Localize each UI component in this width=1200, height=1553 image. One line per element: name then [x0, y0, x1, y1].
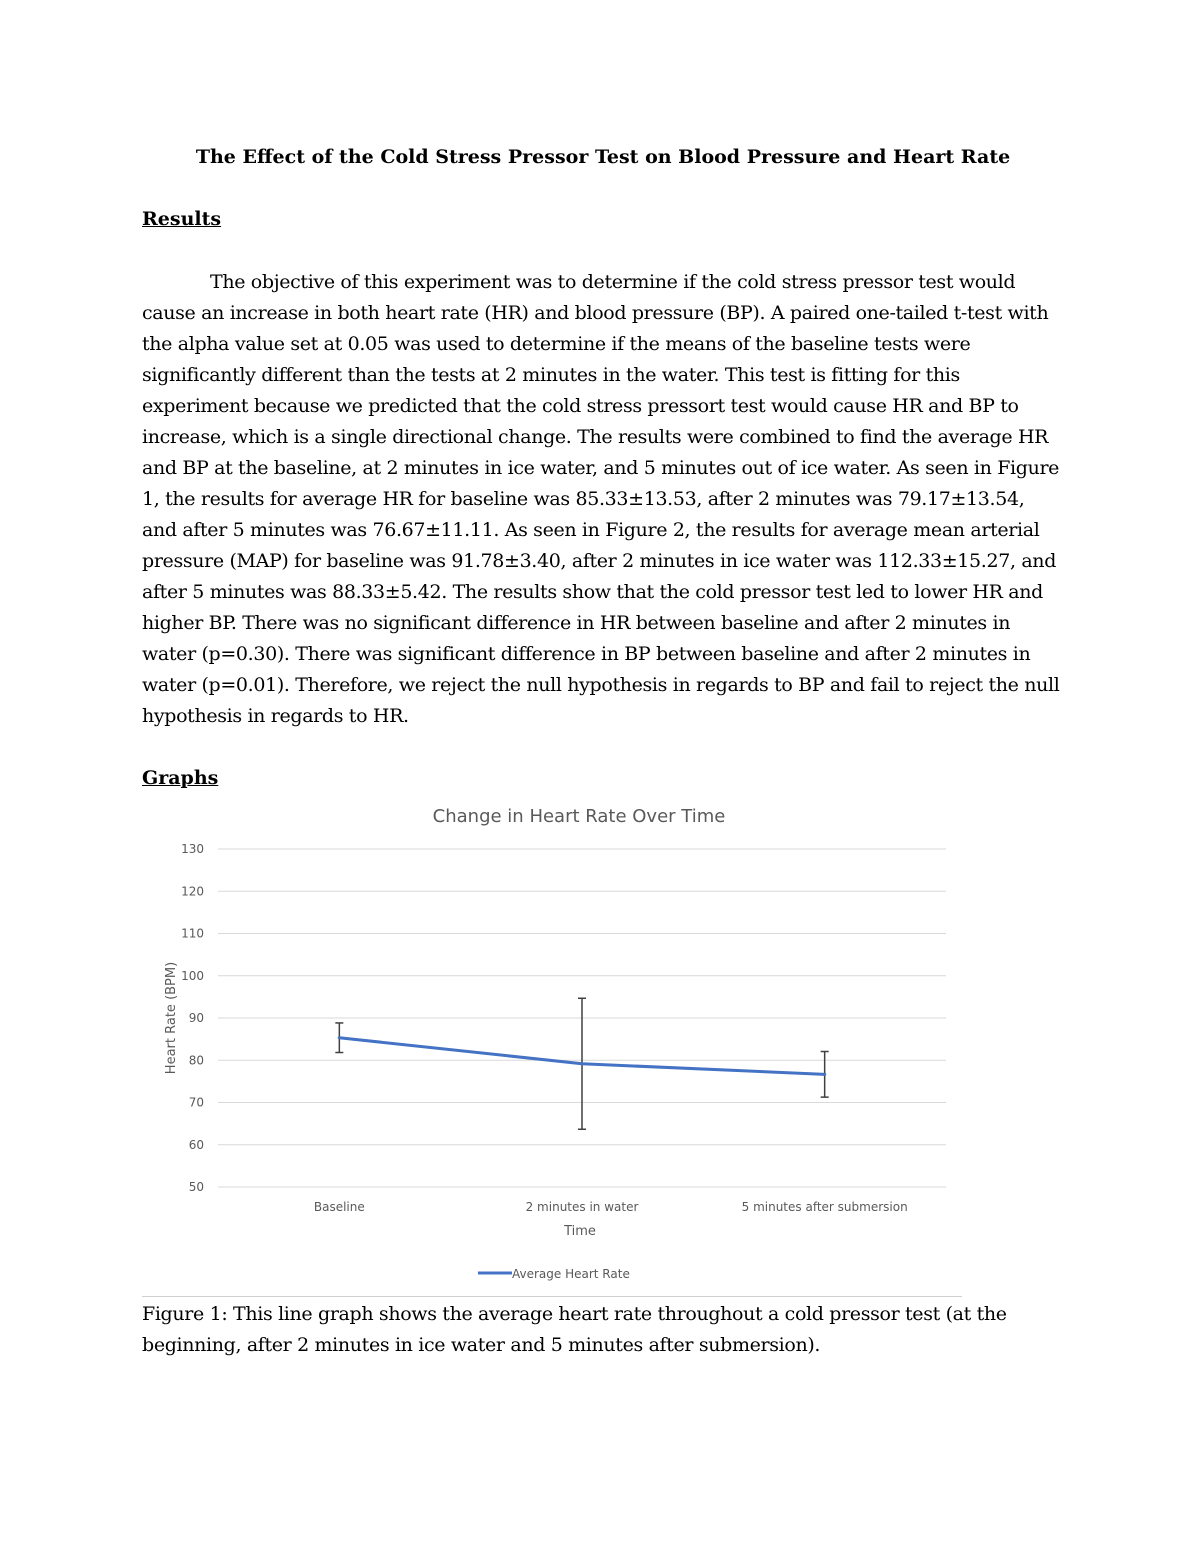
- y-tick-label: 90: [188, 1011, 204, 1025]
- data-point: [823, 1073, 826, 1076]
- legend-label-average-heart-rate: Average Heart Rate: [512, 1267, 630, 1281]
- y-tick-label: 60: [188, 1137, 204, 1152]
- x-tick-label: Baseline: [313, 1200, 365, 1214]
- heart-rate-chart: [142, 796, 962, 1296]
- y-tick-label: 130: [181, 842, 204, 856]
- graphs-heading: Graphs: [142, 767, 219, 789]
- results-heading: Results: [142, 208, 222, 230]
- y-tick-label: 110: [181, 926, 204, 941]
- y-tick-label: 50: [188, 1180, 204, 1194]
- data-point: [581, 1062, 584, 1065]
- results-paragraph: The objective of this experiment was to determine if the cold stress pressor test would cause an increase in both heart rate (HR) and blood pressure (BP). A paired one-tailed t-test with the alpha value set at 0.05 was used to determine if the means of the baseline tests were significantly different than the tests at 2 minutes in the water. This test is fitting for this experiment because we predicted that the cold stress pressort test would cause HR and BP to increase, which is a single directional change. The results were combined to find the average HR and BP at the baseline, at 2 minutes in ice water, and 5 minutes out of ice water. As seen in Figure 1, the results for average HR for baseline was 85.33±13.53, after 2 minutes was 79.17±13.54, and after 5 minutes was 76.67±11.11. As seen in Figure 2, the results for average mean arterial pressure (MAP) for baseline was 91.78±3.40, after 2 minutes in ice water was 112.33±15.27, and after 5 minutes was 88.33±5.42. The results show that the cold pressor test led to lower HR and higher BP. There was no significant difference in HR between baseline and after 2 minutes in water (p=0.30). There was significant difference in BP between baseline and after 2 minutes in water (p=0.01). Therefore, we reject the null hypothesis in regards to BP and fail to reject the null hypothesis in regards to HR.: [142, 271, 1060, 727]
- y-tick-label: 80: [188, 1053, 204, 1068]
- x-axis-label: Time: [564, 1224, 596, 1239]
- figure-caption: Figure 1: This line graph shows the average heart rate throughout a cold pressor test (at the beginning, after 2 minutes in ice water and 5 minutes after submersion).: [142, 1303, 1007, 1356]
- chart-legend: [478, 1267, 630, 1281]
- heart-rate-chart-svg: [142, 796, 962, 1296]
- data-point: [338, 1036, 341, 1039]
- x-tick-label: 2 minutes in water: [525, 1200, 639, 1214]
- y-tick-label: 120: [181, 884, 204, 899]
- document-title: The Effect of the Cold Stress Pressor Test on Blood Pressure and Heart Rate: [195, 146, 1011, 168]
- y-tick-label: 70: [188, 1095, 204, 1110]
- figure-divider: [142, 1296, 962, 1297]
- y-axis-label: Heart Rate (BPM): [164, 961, 179, 1075]
- y-tick-label: 100: [181, 968, 204, 983]
- chart-y-tick-labels: [181, 842, 204, 1194]
- chart-x-tick-labels: [314, 1200, 908, 1214]
- chart-title: Change in Heart Rate Over Time: [432, 806, 726, 827]
- x-tick-label: 5 minutes after submersion: [741, 1200, 908, 1214]
